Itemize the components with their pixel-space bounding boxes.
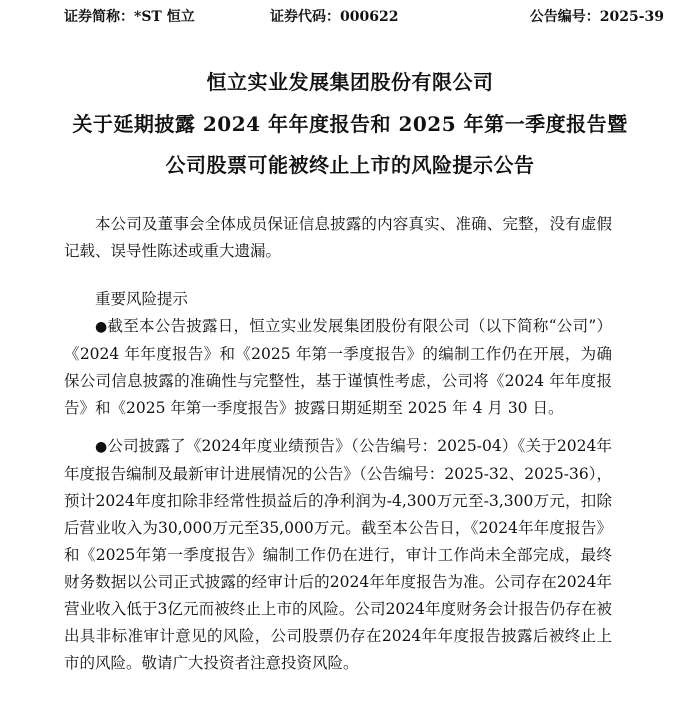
- risk-bullet-1: [64, 313, 612, 422]
- bullet-dot: ●: [95, 319, 108, 335]
- risk-section-heading: 重要风险提示: [95, 290, 189, 308]
- bullet-dot: ●: [95, 439, 108, 455]
- stock-abbreviation: 证券简称：*ST 恒立: [64, 9, 195, 25]
- announcement-number: 公告编号：2025-39: [529, 9, 664, 25]
- risk-bullet-text: 截至本公告披露日，恒立实业发展集团股份有限公司（以下简称“公司”）《2024 年年度报告》和《2025 年第一季度报告》的编制工作仍在开展，为确保公司信息披露的准确性与完整性，基于谨慎性考虑，公司将《2024 年年度报告》和《2025 年第一季度报告》披露日期延期至 2025 年 4 月 30 日。: [64, 317, 613, 417]
- risk-bullet-text: 公司披露了《2024年度业绩预告》（公告编号：2025-04）《关于2024年年度报告编制及最新审计进展情况的公告》（公告编号：2025-32、2025-36），预计2024年度扣除非经常性损益后的净利润为-4,300万元至-3,300万元，扣除后营业收入为30,000万元至35,000万元。截至本公告日，《2024年年度报告》和《2025年第一季度报告》编制工作仍在进行，审计工作尚未全部完成，最终财务数据以公司正式披露的经审计后的2024年年度报告为准。公司存在2024年营业收入低于3亿元而被终止上市的风险。公司2024年度财务会计报告仍存在被出具非标准审计意见的风险，公司股票仍存在2024年年度报告披露后被终止上市的风险。敬请广大投资者注意投资风险。: [64, 437, 612, 672]
- announcement-title-line-1: 关于延期披露 2024 年年度报告和 2025 年第一季度报告暨: [72, 112, 628, 136]
- document-header: [64, 6, 664, 26]
- company-name-title: 恒立实业发展集团股份有限公司: [206, 70, 494, 94]
- risk-bullet-2: [64, 433, 612, 677]
- stock-code: 证券代码：000622: [270, 9, 399, 25]
- board-declaration: 本公司及董事会全体成员保证信息披露的内容真实、准确、完整，没有虚假记载、误导性陈述或重大遗漏。: [64, 215, 612, 260]
- announcement-title-line-2: 公司股票可能被终止上市的风险提示公告: [165, 153, 535, 177]
